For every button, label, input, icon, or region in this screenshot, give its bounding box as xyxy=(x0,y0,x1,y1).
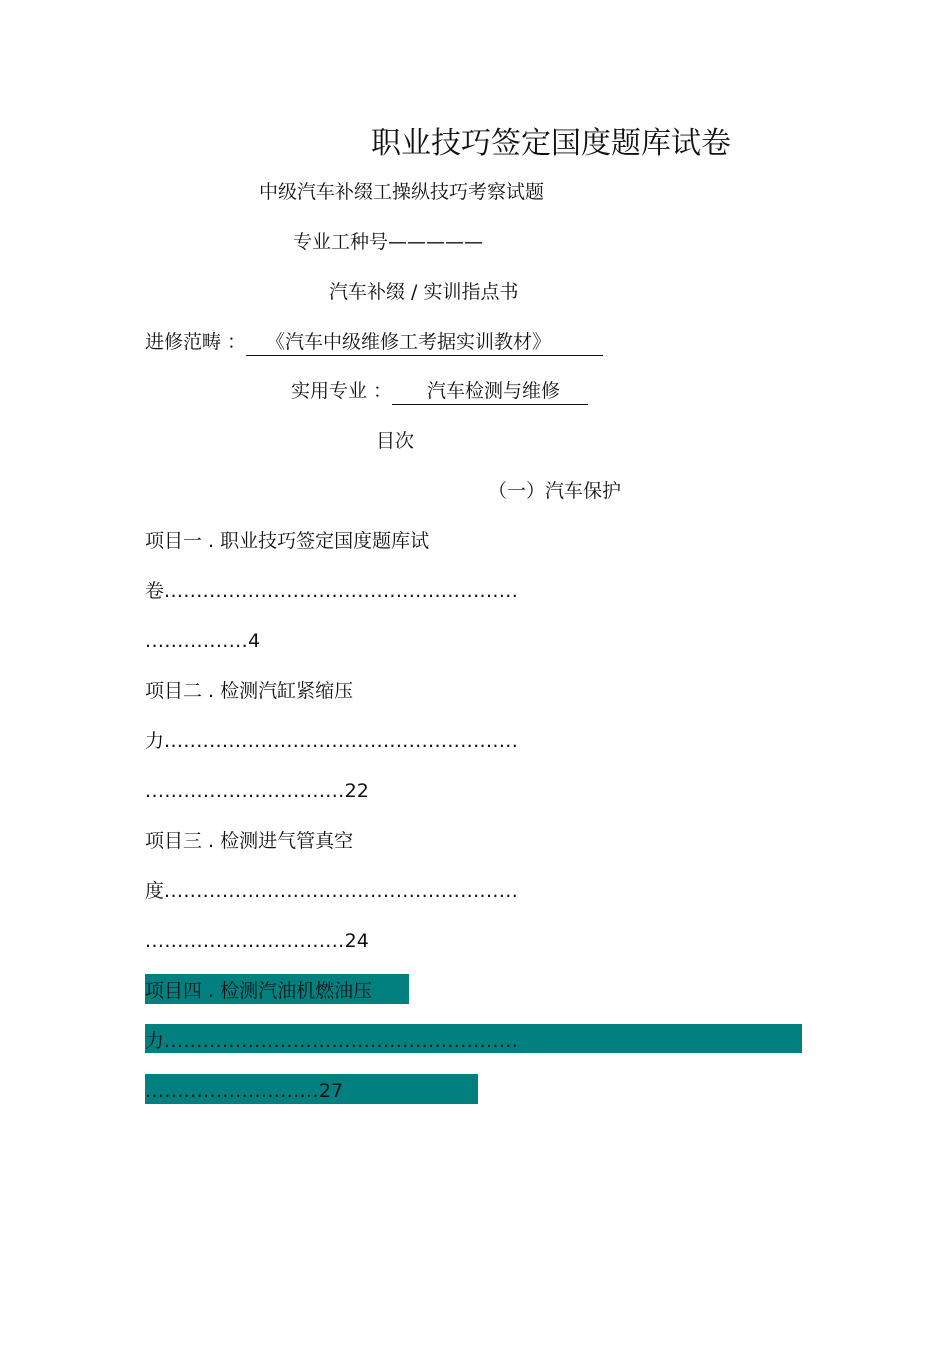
trade-code-line: 专业工种号————— xyxy=(293,231,484,253)
toc-item-continuation xyxy=(145,579,518,603)
toc-leader-dots: ............................... xyxy=(145,780,345,802)
toc-leader-dots: ....................................................... xyxy=(164,1030,519,1052)
toc-item-page-line xyxy=(145,779,369,803)
toc-item-title[interactable]: 项目三 . 检测进气管真空 xyxy=(145,830,354,852)
toc-heading: 目次 xyxy=(376,430,415,452)
toc-leader-dots: ....................................................... xyxy=(164,580,519,602)
applicable-major-line xyxy=(291,379,588,405)
toc-item-page-line xyxy=(145,929,369,953)
toc-leader-dots: ............................... xyxy=(145,930,345,952)
document-subtitle: 中级汽车补缀工操纵技巧考察试题 xyxy=(259,181,545,203)
toc-page-number: 22 xyxy=(344,780,369,802)
document-title: 职业技巧签定国度题库试卷 xyxy=(371,126,731,161)
toc-item-page-line xyxy=(145,1079,343,1103)
applicable-major-value: 汽车检测与维修 xyxy=(392,379,588,405)
toc-item-title[interactable]: 项目四 . 检测汽油机燃油压 xyxy=(145,980,373,1002)
toc-leader-dots: ....................................................... xyxy=(164,730,519,752)
toc-item-page-line xyxy=(145,629,260,653)
applicable-major-label: 实用专业 ： xyxy=(291,380,393,402)
toc-item-continuation xyxy=(145,1029,518,1053)
toc-leader-dots: ........................... xyxy=(145,1080,319,1102)
study-scope-line xyxy=(145,330,603,356)
toc-item-cont-text: 力 xyxy=(145,1030,165,1052)
toc-leader-dots: ....................................................... xyxy=(164,880,519,902)
study-scope-label: 进修范畴 ： xyxy=(145,331,247,353)
section-heading: （一）汽车保护 xyxy=(488,480,622,502)
study-scope-value: 《汽车中级维修工考据实训教材》 xyxy=(246,330,603,356)
toc-leader-dots: ................ xyxy=(145,630,249,652)
toc-item-continuation xyxy=(145,879,518,903)
toc-page-number: 24 xyxy=(344,930,369,952)
training-guide-line: 汽车补缀 / 实训指点书 xyxy=(329,281,519,303)
toc-item-continuation xyxy=(145,729,518,753)
toc-item-cont-text: 度 xyxy=(145,880,165,902)
toc-item-cont-text: 力 xyxy=(145,730,165,752)
toc-item-title[interactable]: 项目一 . 职业技巧签定国度题库试 xyxy=(145,530,430,552)
toc-item-cont-text: 卷 xyxy=(145,580,165,602)
toc-item-title[interactable]: 项目二 . 检测汽缸紧缩压 xyxy=(145,680,354,702)
toc-page-number: 27 xyxy=(318,1080,344,1102)
toc-page-number: 4 xyxy=(248,630,261,652)
